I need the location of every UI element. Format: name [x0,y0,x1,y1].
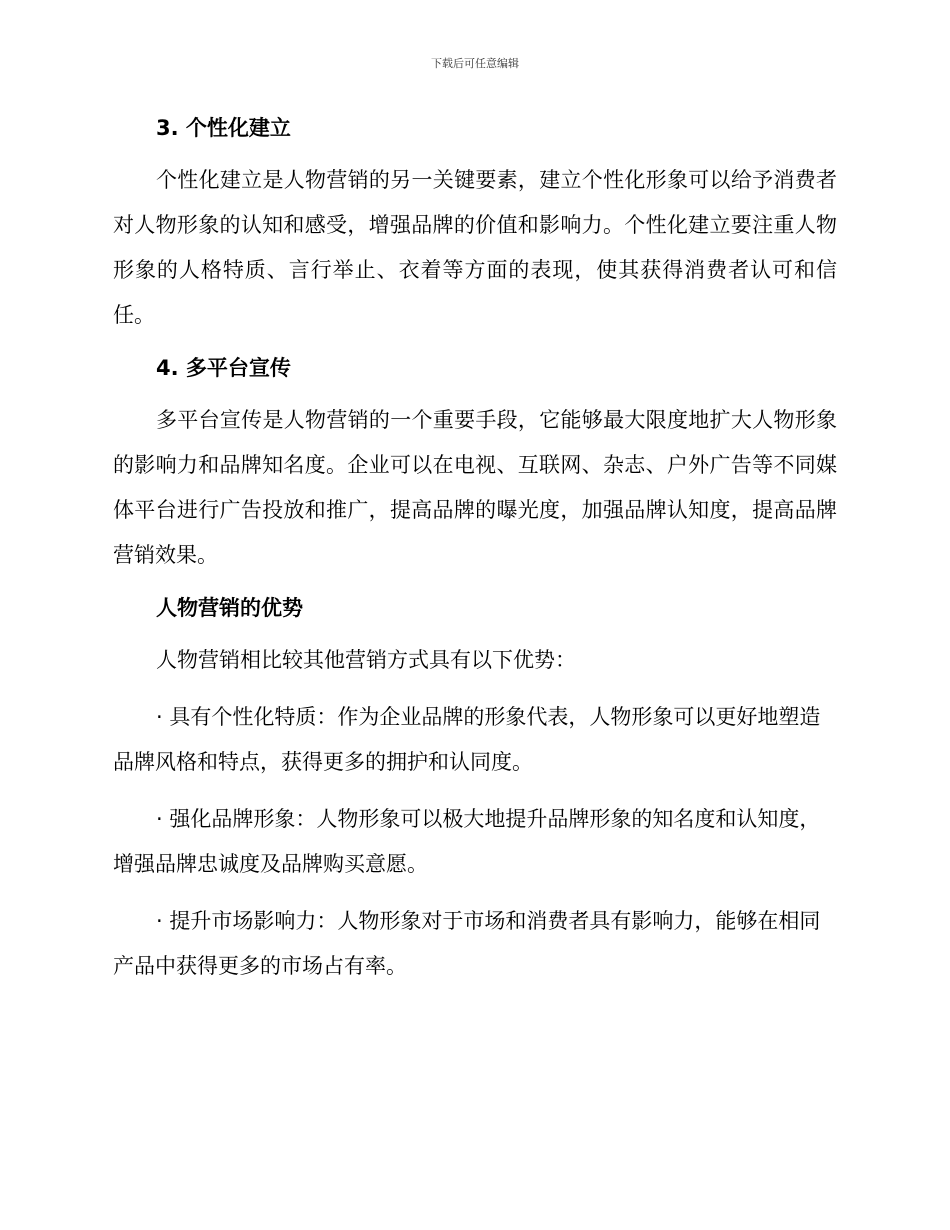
advantages-intro: 人物营销相比较其他营销方式具有以下优势： [156,648,576,672]
section-4-paragraph: 多平台宣传是人物营销的一个重要手段，它能够最大限度地扩大人物形象的影响力和品牌知名度。企业可以在电视、互联网、杂志、户外广告等不同媒体平台进行广告投放和推广，提高品牌的曝光度，加强品牌认知度，提高品牌营销效果。 [113,408,837,567]
advantages-heading: 人物营销的优势 [156,596,303,620]
section-3-heading: 3. 个性化建立 [156,116,291,140]
advantage-bullet-personality: · 具有个性化特质：作为企业品牌的形象代表，人物形象可以更好地塑造品牌风格和特点，获得更多的拥护和认同度。 [113,705,821,774]
document-body [113,110,837,1001]
advantage-bullet-brand-image: · 强化品牌形象：人物形象可以极大地提升品牌形象的知名度和认知度，增强品牌忠诚度及品牌购买意愿。 [113,807,821,876]
section-3-paragraph: 个性化建立是人物营销的另一关键要素，建立个性化形象可以给予消费者对人物形象的认知和感受，增强品牌的价值和影响力。个性化建立要注重人物形象的人格特质、言行举止、衣着等方面的表现，使其获得消费者认可和信任。 [113,168,837,327]
section-4-heading: 4. 多平台宣传 [156,356,291,380]
advantage-bullet-market-influence: · 提升市场影响力：人物形象对于市场和消费者具有影响力，能够在相同产品中获得更多的市场占有率。 [113,909,821,978]
page-header-note: 下载后可任意编辑 [431,57,519,70]
